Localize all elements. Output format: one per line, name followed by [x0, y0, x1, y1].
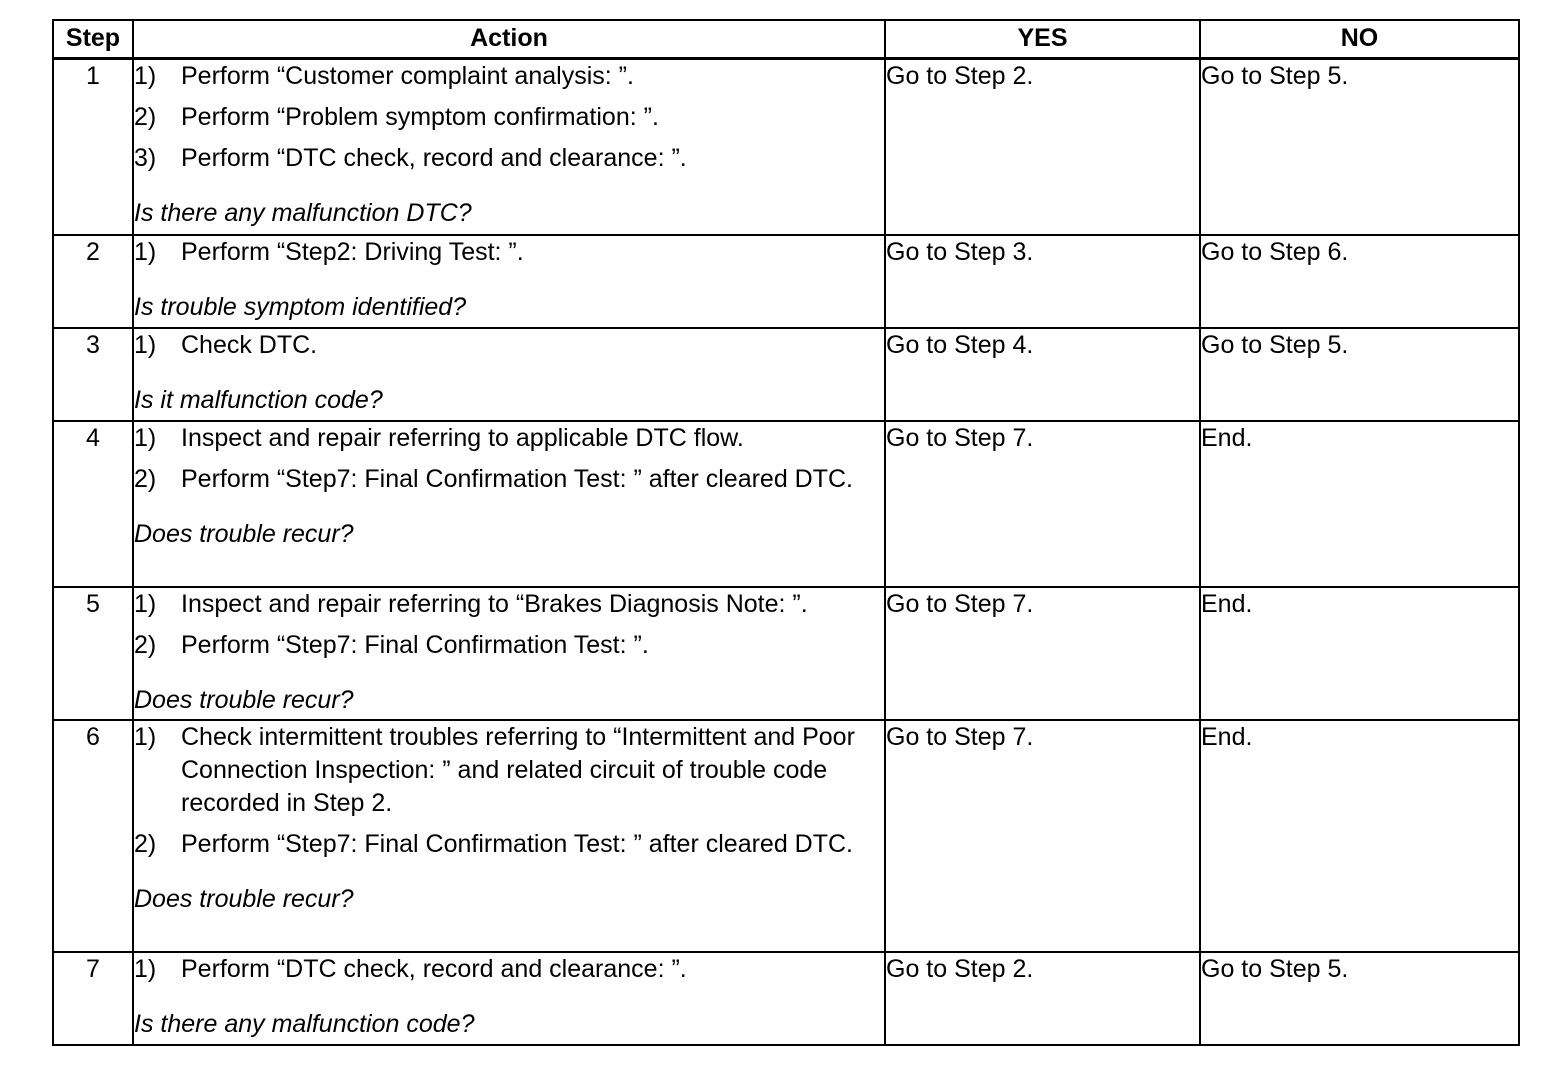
no-result: End. — [1200, 587, 1519, 720]
table-row — [53, 421, 1519, 587]
action-cell — [133, 952, 885, 1045]
yes-result: Go to Step 4. — [885, 328, 1200, 421]
no-result: Go to Step 5. — [1200, 328, 1519, 421]
action-item-text: Check DTC. — [181, 331, 318, 359]
step-number: 5 — [53, 587, 133, 720]
table-row — [53, 587, 1519, 720]
action-item — [134, 721, 884, 820]
action-item-text: Inspect and repair referring to applicable DTC flow. — [181, 424, 744, 452]
action-item-text: Perform “Customer complaint analysis: ”. — [181, 62, 634, 90]
diagnosis-flow-table — [52, 19, 1520, 1046]
table-row — [53, 720, 1519, 952]
action-cell — [133, 328, 885, 421]
action-item — [134, 422, 884, 455]
action-question: Does trouble recur? — [134, 686, 354, 714]
header-row — [53, 20, 1519, 59]
action-item-text: Perform “Step7: Final Confirmation Test: ”. — [181, 631, 649, 659]
action-item-number: 2) — [134, 465, 157, 493]
step-number: 1 — [53, 59, 133, 236]
action-item-text: Inspect and repair referring to “Brakes Diagnosis Note: ”. — [181, 590, 808, 618]
action-item-number: 3) — [134, 144, 157, 172]
action-cell — [133, 59, 885, 236]
step-number: 2 — [53, 235, 133, 328]
table-row — [53, 235, 1519, 328]
action-item — [134, 236, 884, 269]
step-number: 4 — [53, 421, 133, 587]
action-item-text: Perform “Step7: Final Confirmation Test: ” after cleared DTC. — [181, 465, 853, 493]
action-item-number: 1) — [134, 424, 157, 452]
header-action: Action — [133, 20, 885, 59]
table-row — [53, 328, 1519, 421]
action-cell — [133, 587, 885, 720]
action-item-number: 1) — [134, 590, 157, 618]
yes-result: Go to Step 7. — [885, 587, 1200, 720]
yes-result: Go to Step 7. — [885, 421, 1200, 587]
action-cell — [133, 720, 885, 952]
action-item — [134, 953, 884, 986]
action-item — [134, 60, 884, 93]
action-item — [134, 142, 884, 175]
action-item-text: Perform “DTC check, record and clearance: ”. — [181, 955, 687, 983]
action-item-number: 2) — [134, 631, 157, 659]
action-item-text: Perform “DTC check, record and clearance: ”. — [181, 144, 687, 172]
no-result: End. — [1200, 720, 1519, 952]
header-no: NO — [1200, 20, 1519, 59]
action-item-text: Perform “Problem symptom confirmation: ”. — [181, 103, 659, 131]
no-result: Go to Step 6. — [1200, 235, 1519, 328]
action-item-number: 1) — [134, 723, 157, 751]
no-result: End. — [1200, 421, 1519, 587]
no-result: Go to Step 5. — [1200, 952, 1519, 1045]
header-step: Step — [53, 20, 133, 59]
yes-result: Go to Step 2. — [885, 59, 1200, 236]
step-number: 6 — [53, 720, 133, 952]
action-item — [134, 588, 884, 621]
step-number: 7 — [53, 952, 133, 1045]
action-item-text: Check intermittent troubles referring to “Intermittent and Poor Connection Inspection: ” and related circuit of trouble code recorded in Step 2. — [181, 723, 855, 817]
action-item — [134, 629, 884, 662]
action-question: Does trouble recur? — [134, 520, 354, 548]
action-item — [134, 828, 884, 861]
action-item-number: 1) — [134, 62, 157, 90]
header-yes: YES — [885, 20, 1200, 59]
action-item-text: Perform “Step2: Driving Test: ”. — [181, 238, 524, 266]
yes-result: Go to Step 2. — [885, 952, 1200, 1045]
action-cell — [133, 235, 885, 328]
action-item-text: Perform “Step7: Final Confirmation Test: ” after cleared DTC. — [181, 830, 853, 858]
action-item-number: 1) — [134, 955, 157, 983]
action-question: Does trouble recur? — [134, 885, 354, 913]
action-item-number: 1) — [134, 238, 157, 266]
action-item-number: 2) — [134, 830, 157, 858]
action-item-number: 2) — [134, 103, 157, 131]
action-question: Is it malfunction code? — [134, 386, 383, 414]
no-result: Go to Step 5. — [1200, 59, 1519, 236]
action-item — [134, 329, 884, 362]
yes-result: Go to Step 7. — [885, 720, 1200, 952]
step-number: 3 — [53, 328, 133, 421]
table-row — [53, 952, 1519, 1045]
action-question: Is there any malfunction code? — [134, 1010, 475, 1038]
action-question: Is there any malfunction DTC? — [134, 199, 472, 227]
action-question: Is trouble symptom identified? — [134, 293, 467, 321]
action-item — [134, 463, 884, 496]
action-item — [134, 101, 884, 134]
table-row — [53, 59, 1519, 236]
action-item-number: 1) — [134, 331, 157, 359]
action-cell — [133, 421, 885, 587]
yes-result: Go to Step 3. — [885, 235, 1200, 328]
